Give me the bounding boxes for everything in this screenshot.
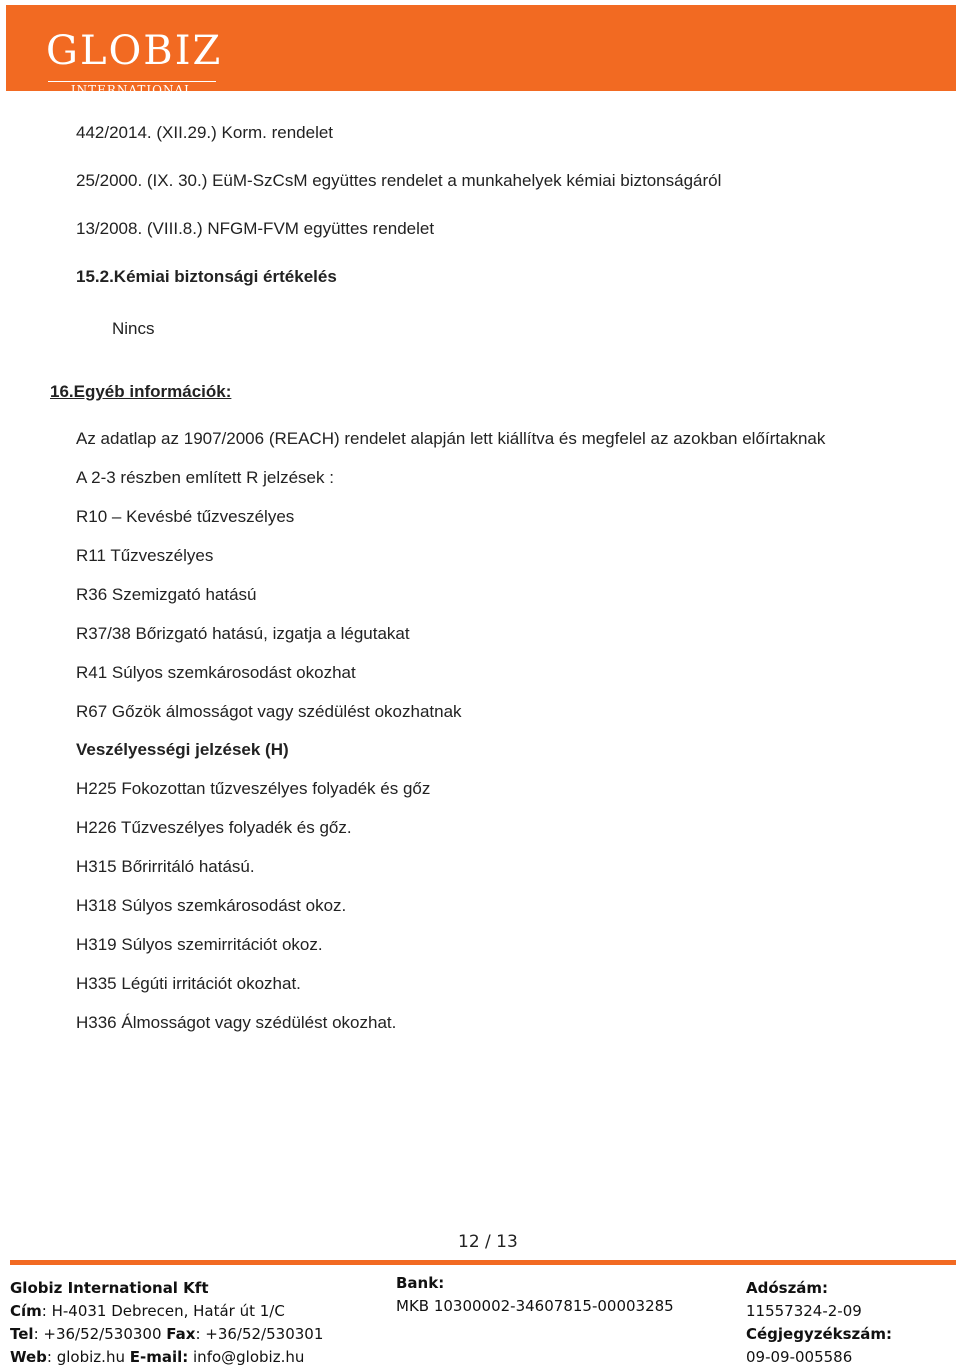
footer-tel-label: Tel (10, 1325, 34, 1343)
h-phrases-heading: Veszélyességi jelzések (H) (76, 740, 289, 759)
section-15-2-heading: 15.2.Kémiai biztonsági értékelés (76, 267, 337, 286)
footer-web-value[interactable]: : globiz.hu (46, 1348, 130, 1366)
none-text: Nincs (112, 319, 155, 338)
footer-address-value: : H-4031 Debrecen, Határ út 1/C (41, 1302, 285, 1320)
footer-address-label: Cím (10, 1302, 42, 1320)
footer-tax-value: 11557324-2-09 (746, 1302, 862, 1320)
footer-tax-label: Adószám: (746, 1279, 829, 1297)
regulation-2: 25/2000. (IX. 30.) EüM-SzCsM együttes rendelet a munkahelyek kémiai biztonságáról (76, 171, 722, 190)
footer-web-email (10, 1350, 304, 1365)
footer-address (10, 1304, 285, 1319)
r-phrase: R37/38 Bőrizgató hatású, izgatja a légutakat (76, 624, 410, 643)
logo-sub-text: INTERNATIONAL (48, 81, 216, 96)
footer-fax-label: Fax (166, 1325, 196, 1343)
footer-bank-value: MKB 10300002-34607815-00003285 (396, 1297, 674, 1315)
footer-divider (10, 1260, 956, 1265)
footer-bank-label: Bank: (396, 1274, 445, 1292)
section-16-heading: 16.Egyéb információk: (50, 382, 232, 401)
h-phrase: H336 Álmosságot vagy szédülést okozhat. (76, 1013, 397, 1032)
footer-email-label: E-mail: (129, 1348, 189, 1366)
regulation-3: 13/2008. (VIII.8.) NFGM-FVM együttes rendelet (76, 219, 435, 238)
h-phrase: H315 Bőrirritáló hatású. (76, 857, 255, 876)
h-phrase: H225 Fokozottan tűzveszélyes folyadék és gőz (76, 779, 431, 798)
r-phrase: R36 Szemizgató hatású (76, 585, 257, 604)
r-phrases-intro: A 2-3 részben említett R jelzések : (76, 468, 334, 487)
footer-company-name: Globiz International Kft (10, 1279, 209, 1297)
r-phrase: R11 Tűzveszélyes (76, 546, 214, 565)
h-phrase: H226 Tűzveszélyes folyadék és gőz. (76, 818, 352, 837)
footer-email-value[interactable]: info@globiz.hu (188, 1348, 305, 1366)
r-phrase: R10 – Kevésbé tűzveszélyes (76, 507, 295, 526)
footer-web-label: Web (10, 1348, 47, 1366)
footer-tel-value: : +36/52/530300 (33, 1325, 167, 1343)
r-phrase: R67 Gőzök álmosságot vagy szédülést okozhatnak (76, 702, 462, 721)
regulation-1: 442/2014. (XII.29.) Korm. rendelet (76, 123, 334, 142)
footer-fax-value: : +36/52/530301 (195, 1325, 324, 1343)
intro-text: Az adatlap az 1907/2006 (REACH) rendelet alapján lett kiállítva és megfelel az azokban előírtaknak (76, 429, 826, 448)
h-phrase: H335 Légúti irritációt okozhat. (76, 974, 301, 993)
r-phrase: R41 Súlyos szemkárosodást okozhat (76, 663, 356, 682)
page-number: 12 / 13 (458, 1232, 518, 1252)
header-bar (6, 5, 956, 97)
h-phrase: H318 Súlyos szemkárosodást okoz. (76, 896, 347, 915)
footer-registration-label: Cégjegyzékszám: (746, 1325, 893, 1343)
company-logo (46, 28, 223, 97)
footer-registration-value: 09-09-005586 (746, 1348, 853, 1366)
footer-phone-fax (10, 1327, 323, 1342)
h-phrase: H319 Súlyos szemirritációt okoz. (76, 935, 323, 954)
logo-main-text: GLOBIZ (46, 28, 223, 74)
